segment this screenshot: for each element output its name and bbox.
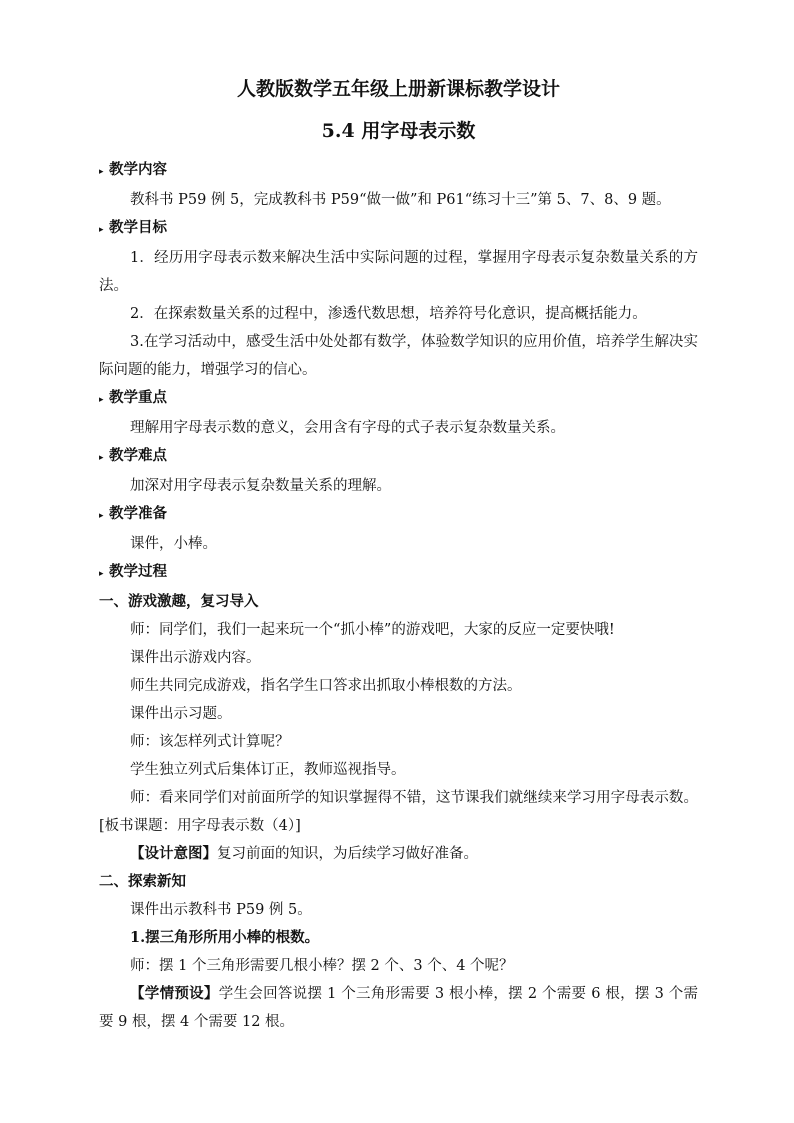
key-text: 理解用字母表示数的意义，会用含有字母的式子表示复杂数量关系。	[130, 420, 565, 436]
goal-item: 2．在探索数量关系的过程中，渗透代数思想，培养符号化意识，提高概括能力。	[130, 306, 647, 322]
bullet-triangle-icon: ▸	[99, 569, 104, 579]
section-heading-prep	[99, 500, 698, 530]
bullet-triangle-icon: ▸	[99, 225, 104, 235]
section-heading-text: 教学难点	[109, 447, 167, 464]
part2-line: 课件出示教科书 P59 例 5。	[130, 902, 312, 918]
part2-subheading: 1.摆三角形所用小棒的根数。	[130, 929, 320, 946]
bullet-triangle-icon: ▸	[99, 395, 104, 405]
design-intent-label: 【设计意图】	[130, 845, 217, 862]
section-heading-text: 教学准备	[109, 505, 167, 522]
part2-heading: 二、探索新知	[99, 873, 186, 890]
difficulty-text: 加深对用字母表示复杂数量关系的理解。	[130, 478, 391, 494]
section-heading-text: 教学目标	[109, 219, 167, 236]
section-heading-content	[99, 156, 698, 186]
bullet-triangle-icon: ▸	[99, 511, 104, 521]
design-intent	[99, 840, 698, 868]
section-heading-text: 教学内容	[109, 161, 167, 178]
part1-line: 课件出示习题。	[130, 706, 232, 722]
section-heading-text: 教学重点	[109, 389, 167, 406]
part1-line: 师：看来同学们对前面所学的知识掌握得不错，这节课我们就继续来学习用字母表示数。[板书课题：用字母表示数（4）]	[99, 790, 698, 834]
student-preset-label: 【学情预设】	[130, 985, 219, 1002]
part1-line: 师：该怎样列式计算呢？	[130, 734, 290, 750]
part2-line: 师：摆 1 个三角形需要几根小棒？摆 2 个、3 个、4 个呢？	[130, 958, 514, 974]
section-heading-goals	[99, 214, 698, 244]
part1-line: 学生独立列式后集体订正，教师巡视指导。	[130, 762, 406, 778]
goal-item: 3.在学习活动中，感受生活中处处都有数学，体验数学知识的应用价值，培养学生解决实际问题的能力，增强学习的信心。	[99, 334, 698, 378]
section-heading-difficulty	[99, 442, 698, 472]
content-text: 教科书 P59 例 5，完成教科书 P59“做一做”和 P61“练习十三”第 5、7、8、9 题。	[130, 192, 671, 208]
student-preset	[99, 980, 698, 1036]
student-preset-text: 学生会回答说摆 1 个三角形需要 3 根小棒，摆 2 个需要 6 根，摆 3 个需要 9 根，摆 4 个需要 12 根。	[99, 986, 699, 1030]
section-heading-key	[99, 384, 698, 414]
part1-line: 师：同学们，我们一起来玩一个“抓小棒”的游戏吧，大家的反应一定要快哦!	[130, 622, 615, 638]
document-title: 人教版数学五年级上册新课标教学设计	[236, 78, 560, 100]
section-heading-text: 教学过程	[109, 563, 167, 580]
part1-line: 师生共同完成游戏，指名学生口答求出抓取小棒根数的方法。	[130, 678, 522, 694]
bullet-triangle-icon: ▸	[99, 453, 104, 463]
lesson-title: 5.4 用字母表示数	[321, 120, 476, 142]
section-heading-process	[99, 558, 698, 588]
part1-heading: 一、游戏激趣，复习导入	[99, 593, 259, 610]
goal-item: 1．经历用字母表示数来解决生活中实际问题的过程，掌握用字母表示复杂数量关系的方法。	[99, 250, 698, 294]
prep-text: 课件，小棒。	[130, 536, 217, 552]
part1-line: 课件出示游戏内容。	[130, 650, 261, 666]
design-intent-text: 复习前面的知识，为后续学习做好准备。	[217, 846, 478, 862]
bullet-triangle-icon: ▸	[99, 167, 104, 177]
